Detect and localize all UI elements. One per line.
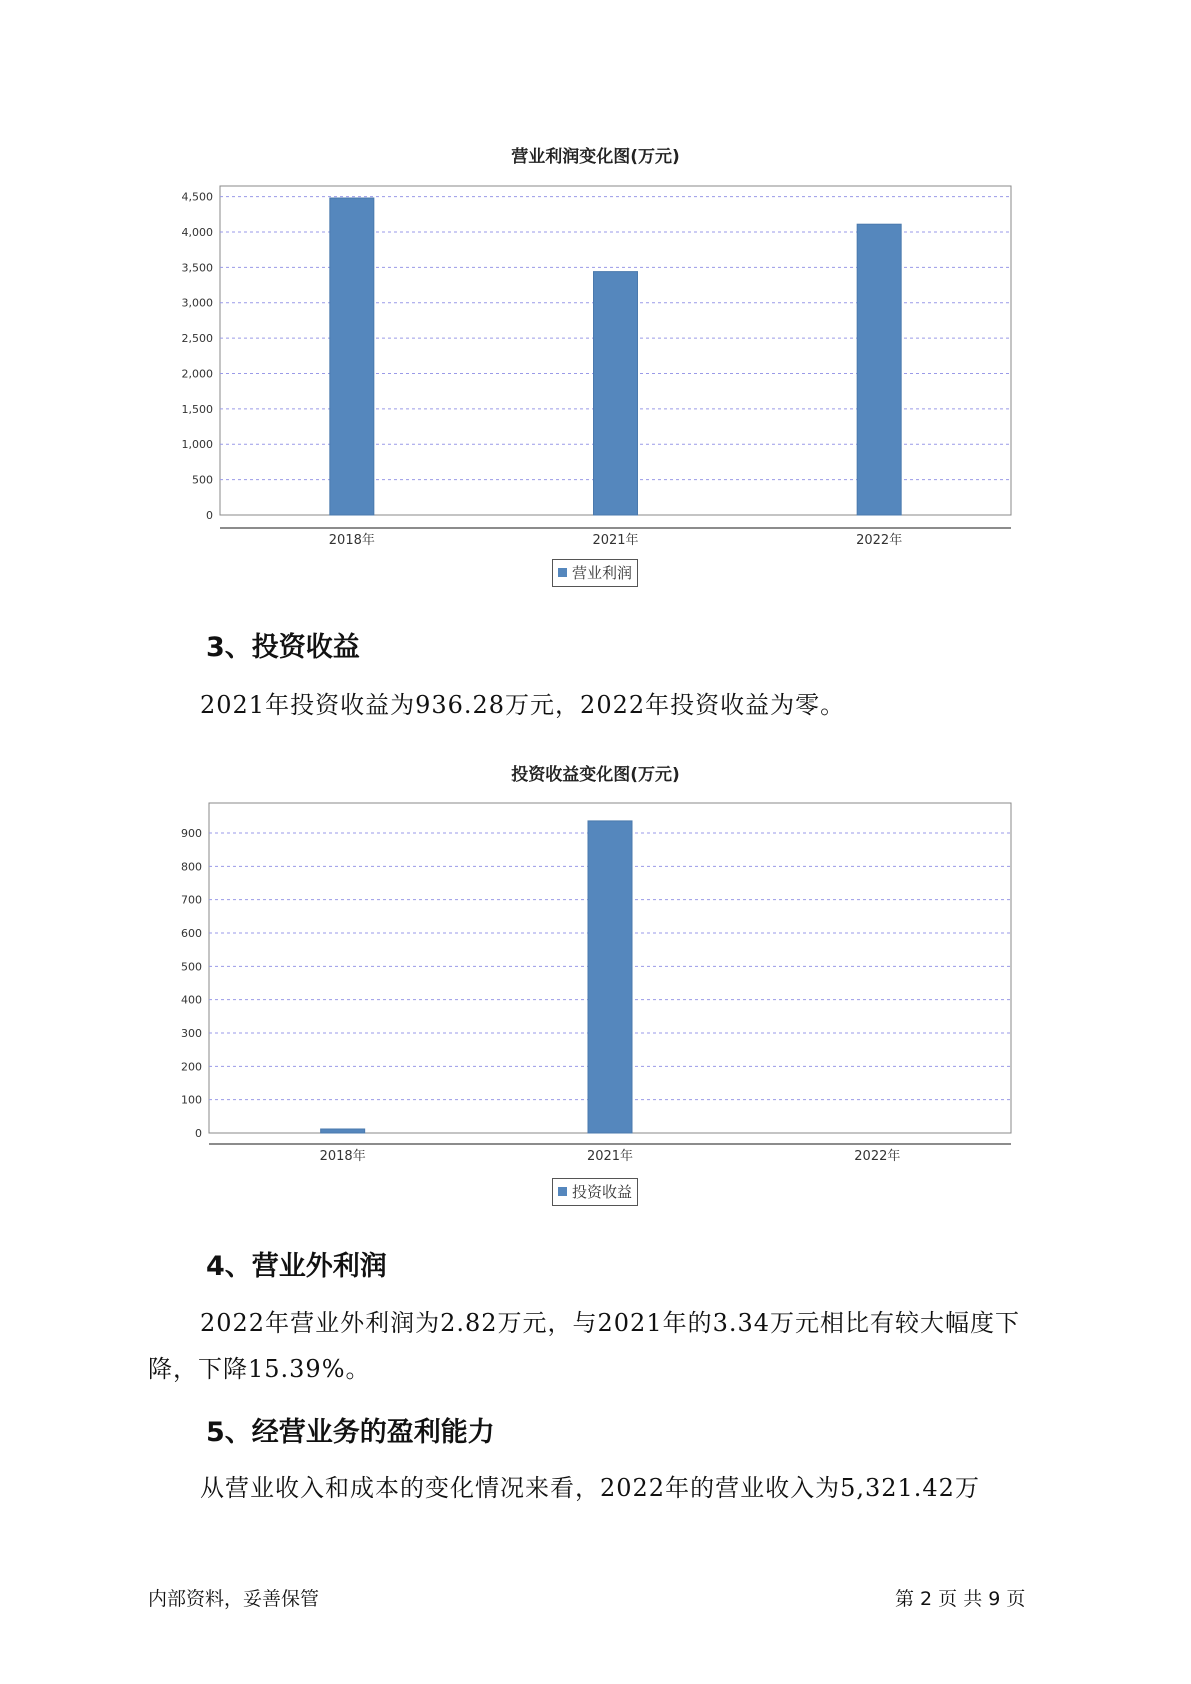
footer-note: 内部资料，妥善保管	[148, 1588, 320, 1610]
section-heading-nonoperating: 4、营业外利润	[206, 1251, 387, 1282]
section-paragraph-nonoperating: 2022年营业外利润为2.82万元，与2021年的3.34万元相比有较大幅度下降，下降15.39%。	[148, 1309, 1021, 1383]
y-tick-label: 700	[181, 893, 202, 907]
y-tick-label: 4,000	[181, 225, 213, 239]
chart-legend-investment-income	[552, 1178, 638, 1206]
section-heading-profitability: 5、经营业务的盈利能力	[206, 1417, 495, 1448]
x-tick-label: 2021年	[592, 533, 639, 548]
y-tick-label: 3,000	[181, 296, 213, 310]
x-tick-label: 2022年	[856, 533, 903, 548]
section-paragraph-profitability: 从营业收入和成本的变化情况来看，2022年的营业收入为5,321.42万	[200, 1474, 980, 1502]
y-tick-label: 800	[181, 860, 202, 874]
y-tick-label: 3,500	[181, 261, 213, 275]
bar	[321, 1129, 365, 1133]
y-tick-label: 200	[181, 1060, 202, 1074]
legend-label: 投资收益	[572, 1183, 633, 1201]
x-tick-label: 2018年	[328, 533, 375, 548]
y-tick-label: 2,000	[181, 367, 213, 381]
y-tick-label: 4,500	[181, 190, 213, 204]
bar	[588, 821, 632, 1133]
section-heading-investment: 3、投资收益	[206, 632, 360, 663]
y-tick-label: 600	[181, 927, 202, 940]
legend-swatch	[558, 1187, 567, 1196]
y-tick-label: 500	[192, 473, 213, 487]
y-tick-label: 1,000	[181, 438, 213, 452]
chart-title-investment-income: 投资收益变化图(万元)	[511, 765, 680, 785]
y-tick-label: 0	[206, 509, 213, 522]
x-tick-label: 2021年	[586, 1149, 634, 1164]
x-tick-label: 2018年	[319, 1149, 366, 1164]
y-tick-label: 0	[195, 1127, 202, 1140]
chart-title-operating-profit: 营业利润变化图(万元)	[511, 147, 680, 167]
y-tick-label: 900	[181, 827, 202, 840]
legend-label: 营业利润	[572, 564, 633, 582]
x-tick-label: 2022年	[854, 1149, 901, 1164]
section-paragraph-investment: 2021年投资收益为936.28万元，2022年投资收益为零。	[200, 691, 846, 719]
y-tick-label: 400	[181, 993, 202, 1007]
y-tick-label: 500	[181, 960, 202, 974]
page-number: 第 2 页 共 9 页	[895, 1588, 1026, 1610]
y-tick-label: 100	[181, 1093, 202, 1107]
y-tick-label: 2,500	[181, 332, 213, 346]
y-tick-label: 300	[181, 1027, 202, 1040]
y-tick-label: 1,500	[181, 402, 213, 416]
